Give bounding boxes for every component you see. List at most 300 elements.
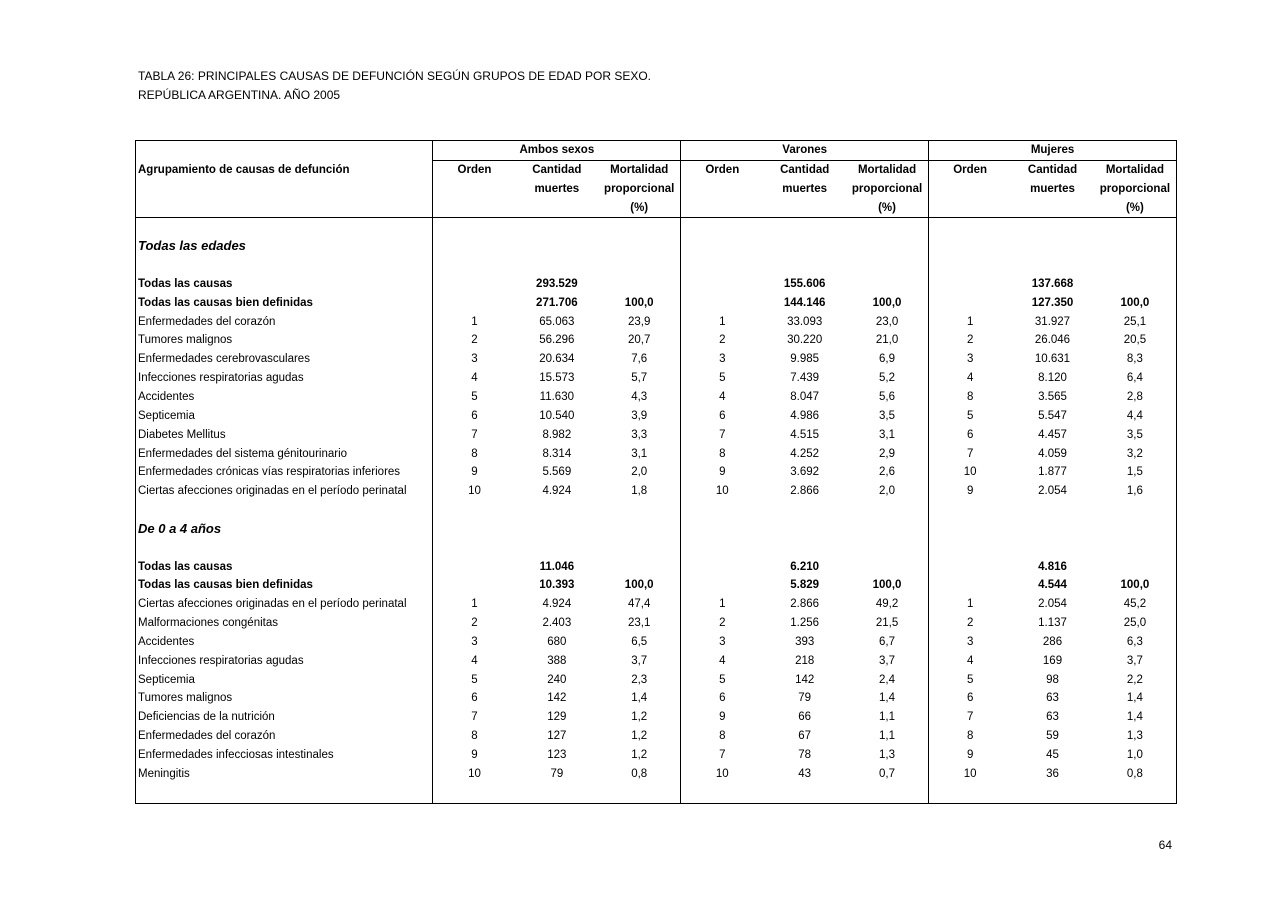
value-cell: 9 xyxy=(471,749,478,761)
value-cell: 2 xyxy=(471,334,478,347)
value-cell: 6 xyxy=(966,428,974,441)
value-cell: 218 xyxy=(795,654,815,667)
value-cell: 2 xyxy=(719,334,726,347)
value-cell: 23,0 xyxy=(846,313,929,332)
value-cell: 6,3 xyxy=(1126,635,1143,648)
value-cell: 4.544 xyxy=(1038,579,1067,592)
value-cell: 4.059 xyxy=(1038,447,1067,460)
value-cell: 2,3 xyxy=(598,671,681,690)
value-cell: 144.146 xyxy=(783,296,826,309)
value-cell: 1,4 xyxy=(598,689,681,708)
value-cell: 43 xyxy=(798,767,812,780)
value-cell: 65.063 xyxy=(539,315,575,328)
table-row xyxy=(136,746,1177,765)
col-orden: Orden xyxy=(705,163,740,176)
table-row xyxy=(136,633,1177,652)
value-cell: 4.986 xyxy=(790,409,820,422)
value-cell: 4 xyxy=(719,654,726,667)
table-row xyxy=(136,614,1177,633)
value-cell: 5,7 xyxy=(598,369,681,388)
table-row xyxy=(136,313,1177,332)
table-row xyxy=(136,426,1177,445)
value-cell: 11.046 xyxy=(539,560,575,573)
value-cell: 36 xyxy=(1046,767,1059,780)
col-mortalidad-line2: proporcional xyxy=(1099,182,1171,195)
value-cell: 7 xyxy=(719,428,726,441)
value-cell: 25,0 xyxy=(1123,617,1147,630)
col-mortalidad-line3: (%) xyxy=(1125,201,1144,214)
value-cell: 5 xyxy=(471,390,478,403)
value-cell: 2.866 xyxy=(790,598,820,611)
table-row xyxy=(136,689,1177,708)
value-cell: 4.252 xyxy=(790,447,820,460)
value-cell xyxy=(681,576,764,595)
value-cell xyxy=(433,576,516,595)
col-mortalidad-line3: (%) xyxy=(846,199,929,218)
value-cell: 2.054 xyxy=(1038,485,1067,498)
value-cell: 31.927 xyxy=(1034,315,1071,328)
value-cell: 1,6 xyxy=(1126,485,1143,498)
value-cell: 26.046 xyxy=(1034,334,1071,347)
section-label: De 0 a 4 años xyxy=(136,520,433,539)
value-cell: 3 xyxy=(966,353,974,366)
value-cell: 1,1 xyxy=(846,727,929,746)
value-cell: 2,0 xyxy=(846,482,929,501)
value-cell: 7 xyxy=(719,749,726,761)
value-cell: 142 xyxy=(795,673,815,686)
value-cell: 4.924 xyxy=(542,485,572,498)
cause-cell: Enfermedades cerebrovasculares xyxy=(136,350,433,369)
value-cell: 2,9 xyxy=(846,445,929,464)
value-cell: 4 xyxy=(719,390,726,403)
value-cell: 4.924 xyxy=(542,598,572,611)
value-cell: 1,8 xyxy=(598,482,681,501)
value-cell: 78 xyxy=(798,749,812,761)
cause-cell: Diabetes Mellitus xyxy=(136,426,433,445)
value-cell: 8 xyxy=(719,730,726,743)
value-cell: 8 xyxy=(966,390,974,403)
value-cell: 21,5 xyxy=(846,614,929,633)
value-cell: 7 xyxy=(471,428,478,441)
value-cell xyxy=(433,558,516,577)
value-cell: 2 xyxy=(471,617,478,630)
value-cell: 2,0 xyxy=(598,463,681,482)
value-cell: 3,2 xyxy=(1126,447,1143,460)
value-cell xyxy=(433,294,516,313)
value-cell: 6 xyxy=(719,692,726,705)
value-cell: 15.573 xyxy=(539,372,575,385)
value-cell: 388 xyxy=(547,654,567,667)
cause-cell: Todas las causas bien definidas xyxy=(136,294,433,313)
value-cell: 63 xyxy=(1046,711,1059,724)
value-cell: 11.630 xyxy=(539,390,574,403)
value-cell: 23,1 xyxy=(598,614,681,633)
value-cell: 680 xyxy=(547,635,567,648)
table-header xyxy=(136,141,1177,218)
value-cell: 6,9 xyxy=(846,350,929,369)
value-cell: 5,2 xyxy=(846,369,929,388)
value-cell: 8 xyxy=(471,730,478,743)
value-cell: 393 xyxy=(795,635,815,648)
value-cell xyxy=(1094,275,1177,294)
value-cell: 10.393 xyxy=(539,579,575,592)
cause-cell: Enfermedades infecciosas intestinales xyxy=(136,746,433,765)
col-orden: Orden xyxy=(457,163,492,176)
cause-cell: Enfermedades del sistema génitourinario xyxy=(136,445,433,464)
value-cell: 7 xyxy=(966,447,974,460)
cause-cell: Todas las causas bien definidas xyxy=(136,576,433,595)
value-cell: 79 xyxy=(798,692,812,705)
value-cell: 56.296 xyxy=(539,334,575,347)
value-cell: 59 xyxy=(1046,730,1059,743)
value-cell xyxy=(929,558,1012,577)
table-row xyxy=(136,727,1177,746)
value-cell: 5 xyxy=(719,372,726,385)
group-header-ambos: Ambos sexos xyxy=(433,141,681,161)
value-cell: 1,5 xyxy=(1126,466,1143,479)
table-row xyxy=(136,765,1177,784)
group-header-varones: Varones xyxy=(681,141,929,161)
value-cell: 6,7 xyxy=(846,633,929,652)
value-cell: 10 xyxy=(468,767,481,780)
cause-cell: Enfermedades crónicas vías respiratorias inferiores xyxy=(136,463,433,482)
mortality-table xyxy=(135,140,1177,804)
value-cell: 127.350 xyxy=(1031,296,1074,309)
value-cell: 10 xyxy=(963,466,977,479)
value-cell: 10 xyxy=(715,767,729,780)
value-cell: 9 xyxy=(719,711,726,724)
value-cell: 8,3 xyxy=(1126,353,1143,366)
value-cell: 100,0 xyxy=(598,576,681,595)
cause-cell: Meningitis xyxy=(136,765,433,784)
value-cell: 1 xyxy=(966,598,974,611)
value-cell: 1,0 xyxy=(1126,749,1143,761)
value-cell: 129 xyxy=(547,711,567,724)
value-cell: 1.877 xyxy=(1038,466,1067,479)
value-cell: 6.210 xyxy=(790,560,820,573)
value-cell: 286 xyxy=(1042,635,1063,648)
value-cell: 9.985 xyxy=(790,353,820,366)
value-cell: 1 xyxy=(719,598,726,611)
value-cell: 1,2 xyxy=(598,727,681,746)
value-cell: 6 xyxy=(719,409,726,422)
value-cell: 3,5 xyxy=(846,407,929,426)
value-cell: 9 xyxy=(471,466,478,479)
section-row xyxy=(136,520,1177,539)
spacer-row xyxy=(136,784,1177,803)
value-cell: 1 xyxy=(471,315,478,328)
cause-cell: Septicemia xyxy=(136,407,433,426)
row-label-header: Agrupamiento de causas de defunción xyxy=(136,160,433,179)
value-cell: 8 xyxy=(966,730,974,743)
value-cell: 4 xyxy=(471,372,478,385)
value-cell xyxy=(929,294,1012,313)
value-cell: 271.706 xyxy=(536,296,578,309)
cause-cell: Enfermedades del corazón xyxy=(136,313,433,332)
value-cell: 47,4 xyxy=(598,595,681,614)
value-cell: 5 xyxy=(966,673,974,686)
value-cell: 6 xyxy=(966,692,974,705)
table-row xyxy=(136,294,1177,313)
col-cantidad-line2: muertes xyxy=(534,182,580,195)
table-row xyxy=(136,708,1177,727)
value-cell xyxy=(598,558,681,577)
table-row xyxy=(136,369,1177,388)
value-cell: 3,1 xyxy=(598,445,681,464)
value-cell: 8.047 xyxy=(790,390,820,403)
cause-cell: Todas las causas xyxy=(136,558,433,577)
spacer-row xyxy=(136,256,1177,275)
value-cell: 155.606 xyxy=(783,277,826,290)
value-cell: 6,4 xyxy=(1126,372,1143,385)
value-cell: 25,1 xyxy=(1123,315,1147,328)
value-cell: 1,3 xyxy=(846,746,929,765)
value-cell: 10 xyxy=(963,767,977,780)
table-title: TABLA 26: PRINCIPALES CAUSAS DE DEFUNCIÓN SEGÚN GRUPOS DE EDAD POR SEXO. xyxy=(138,69,652,83)
col-orden: Orden xyxy=(953,163,988,176)
col-mortalidad-line3: (%) xyxy=(598,199,681,218)
value-cell: 3 xyxy=(471,635,478,648)
value-cell: 6 xyxy=(471,692,478,705)
value-cell: 4.816 xyxy=(1038,560,1067,573)
col-cantidad: Cantidad xyxy=(1027,163,1078,176)
value-cell: 1,2 xyxy=(598,708,681,727)
value-cell: 3.692 xyxy=(790,466,820,479)
value-cell: 3.565 xyxy=(1038,390,1067,403)
value-cell: 2,8 xyxy=(1126,390,1143,403)
table-row xyxy=(136,407,1177,426)
value-cell: 1,4 xyxy=(1126,692,1143,705)
col-cantidad-line2: muertes xyxy=(782,182,828,195)
table-row xyxy=(136,445,1177,464)
group-header-mujeres: Mujeres xyxy=(929,141,1177,161)
table-row xyxy=(136,595,1177,614)
value-cell: 5 xyxy=(966,409,974,422)
value-cell: 4.457 xyxy=(1038,428,1067,441)
cause-cell: Tumores malignos xyxy=(136,331,433,350)
value-cell: 7,6 xyxy=(598,350,681,369)
value-cell: 10 xyxy=(715,485,729,498)
value-cell: 2.866 xyxy=(790,485,820,498)
value-cell: 9 xyxy=(719,466,726,479)
value-cell: 1.256 xyxy=(790,617,820,630)
value-cell xyxy=(681,558,764,577)
table-row xyxy=(136,482,1177,501)
value-cell: 20,5 xyxy=(1123,334,1147,347)
value-cell: 2.054 xyxy=(1038,598,1067,611)
value-cell: 169 xyxy=(1042,654,1063,667)
spacer-row xyxy=(136,539,1177,558)
table-row xyxy=(136,576,1177,595)
table-row xyxy=(136,388,1177,407)
value-cell: 5 xyxy=(719,673,726,686)
value-cell: 10.631 xyxy=(1034,353,1071,366)
value-cell: 30.220 xyxy=(787,334,823,347)
value-cell: 8 xyxy=(719,447,726,460)
value-cell: 100,0 xyxy=(846,294,929,313)
value-cell: 4 xyxy=(471,654,478,667)
value-cell: 3,7 xyxy=(598,652,681,671)
value-cell: 23,9 xyxy=(598,313,681,332)
value-cell: 4.515 xyxy=(790,428,820,441)
cause-cell: Infecciones respiratorias agudas xyxy=(136,652,433,671)
value-cell xyxy=(598,275,681,294)
cause-cell: Tumores malignos xyxy=(136,689,433,708)
value-cell: 123 xyxy=(547,749,567,761)
table-row xyxy=(136,652,1177,671)
value-cell: 3,9 xyxy=(598,407,681,426)
value-cell: 100,0 xyxy=(846,576,929,595)
value-cell: 9 xyxy=(966,749,974,761)
value-cell: 100,0 xyxy=(1120,579,1150,592)
value-cell: 45 xyxy=(1046,749,1059,761)
section-label: Todas las edades xyxy=(136,237,433,256)
table-body xyxy=(136,218,1177,803)
value-cell: 1,3 xyxy=(1126,730,1143,743)
col-cantidad: Cantidad xyxy=(532,163,582,176)
value-cell: 20,7 xyxy=(598,331,681,350)
value-cell: 2,6 xyxy=(846,463,929,482)
value-cell: 4 xyxy=(966,372,974,385)
value-cell xyxy=(846,558,929,577)
table-row xyxy=(136,275,1177,294)
section-row xyxy=(136,237,1177,256)
value-cell: 45,2 xyxy=(1123,598,1147,611)
value-cell: 127 xyxy=(547,730,567,743)
col-mortalidad: Mortalidad xyxy=(598,160,681,179)
col-mortalidad: Mortalidad xyxy=(1105,163,1164,176)
value-cell: 1.137 xyxy=(1038,617,1067,630)
value-cell xyxy=(681,294,764,313)
value-cell: 9 xyxy=(966,485,974,498)
value-cell: 2 xyxy=(966,617,974,630)
value-cell xyxy=(846,275,929,294)
value-cell: 0,7 xyxy=(846,765,929,784)
value-cell: 3 xyxy=(966,635,974,648)
value-cell xyxy=(681,275,764,294)
value-cell: 1,4 xyxy=(846,689,929,708)
cause-cell: Septicemia xyxy=(136,671,433,690)
table-row xyxy=(136,350,1177,369)
value-cell: 3 xyxy=(719,353,726,366)
value-cell xyxy=(929,275,1012,294)
value-cell: 5.547 xyxy=(1038,409,1067,422)
value-cell: 7 xyxy=(966,711,974,724)
value-cell: 4,3 xyxy=(598,388,681,407)
value-cell: 1,4 xyxy=(1126,711,1143,724)
value-cell: 1 xyxy=(966,315,974,328)
value-cell: 20.634 xyxy=(539,353,575,366)
value-cell: 240 xyxy=(547,673,567,686)
cause-cell: Todas las causas xyxy=(136,275,433,294)
table-row xyxy=(136,331,1177,350)
value-cell: 1,1 xyxy=(846,708,929,727)
value-cell: 3 xyxy=(719,635,726,648)
value-cell: 8.982 xyxy=(542,428,572,441)
value-cell: 4,4 xyxy=(1126,409,1143,422)
spacer-row xyxy=(136,218,1177,237)
cause-cell: Infecciones respiratorias agudas xyxy=(136,369,433,388)
value-cell: 5,6 xyxy=(846,388,929,407)
value-cell: 142 xyxy=(547,692,567,705)
table-subtitle: REPÚBLICA ARGENTINA. AÑO 2005 xyxy=(138,88,341,102)
value-cell: 3,5 xyxy=(1126,428,1143,441)
cause-cell: Ciertas afecciones originadas en el período perinatal xyxy=(136,482,433,501)
value-cell: 2,4 xyxy=(846,671,929,690)
value-cell: 8.314 xyxy=(542,447,572,460)
value-cell: 7 xyxy=(471,711,478,724)
value-cell: 3,1 xyxy=(846,426,929,445)
value-cell: 2 xyxy=(966,334,974,347)
value-cell: 1,2 xyxy=(598,746,681,765)
value-cell: 6 xyxy=(471,409,478,422)
cause-cell: Accidentes xyxy=(136,633,433,652)
table-row xyxy=(136,671,1177,690)
value-cell xyxy=(433,275,516,294)
value-cell: 5.569 xyxy=(542,466,572,479)
value-cell: 3,7 xyxy=(846,652,929,671)
value-cell xyxy=(1094,558,1177,577)
value-cell: 1 xyxy=(471,598,478,611)
value-cell: 10 xyxy=(468,485,481,498)
value-cell: 2.403 xyxy=(542,617,572,630)
col-mortalidad-line2: proporcional xyxy=(846,180,929,199)
value-cell: 49,2 xyxy=(846,595,929,614)
value-cell: 33.093 xyxy=(787,315,823,328)
value-cell: 6,5 xyxy=(598,633,681,652)
value-cell: 3 xyxy=(471,353,478,366)
value-cell: 10.540 xyxy=(539,409,575,422)
value-cell: 98 xyxy=(1046,673,1059,686)
spacer-row xyxy=(136,501,1177,520)
value-cell: 5 xyxy=(471,673,478,686)
col-mortalidad-line2: proporcional xyxy=(598,180,681,199)
header-spacer xyxy=(136,141,433,161)
value-cell: 0,8 xyxy=(598,765,681,784)
page-number: 64 xyxy=(1158,838,1172,852)
value-cell: 21,0 xyxy=(846,331,929,350)
value-cell: 7.439 xyxy=(790,372,820,385)
value-cell xyxy=(929,576,1012,595)
value-cell: 5.829 xyxy=(790,579,820,592)
cause-cell: Enfermedades del corazón xyxy=(136,727,433,746)
value-cell: 3,7 xyxy=(1126,654,1143,667)
cause-cell: Ciertas afecciones originadas en el período perinatal xyxy=(136,595,433,614)
value-cell: 79 xyxy=(550,767,564,780)
value-cell: 63 xyxy=(1046,692,1059,705)
value-cell: 8.120 xyxy=(1038,372,1067,385)
value-cell: 66 xyxy=(798,711,812,724)
table-row xyxy=(136,558,1177,577)
value-cell: 3,3 xyxy=(598,426,681,445)
value-cell: 137.668 xyxy=(1031,277,1074,290)
col-cantidad: Cantidad xyxy=(780,163,830,176)
cause-cell: Accidentes xyxy=(136,388,433,407)
cause-cell: Deficiencias de la nutrición xyxy=(136,708,433,727)
value-cell: 1 xyxy=(719,315,726,328)
table-row xyxy=(136,463,1177,482)
cause-cell: Malformaciones congénitas xyxy=(136,614,433,633)
value-cell: 4 xyxy=(966,654,974,667)
col-mortalidad: Mortalidad xyxy=(846,160,929,179)
value-cell: 8 xyxy=(471,447,478,460)
value-cell: 293.529 xyxy=(536,277,578,290)
value-cell: 67 xyxy=(798,730,812,743)
col-cantidad-line2: muertes xyxy=(1030,182,1075,195)
value-cell: 100,0 xyxy=(598,294,681,313)
value-cell: 2,2 xyxy=(1126,673,1143,686)
value-cell: 2 xyxy=(719,617,726,630)
